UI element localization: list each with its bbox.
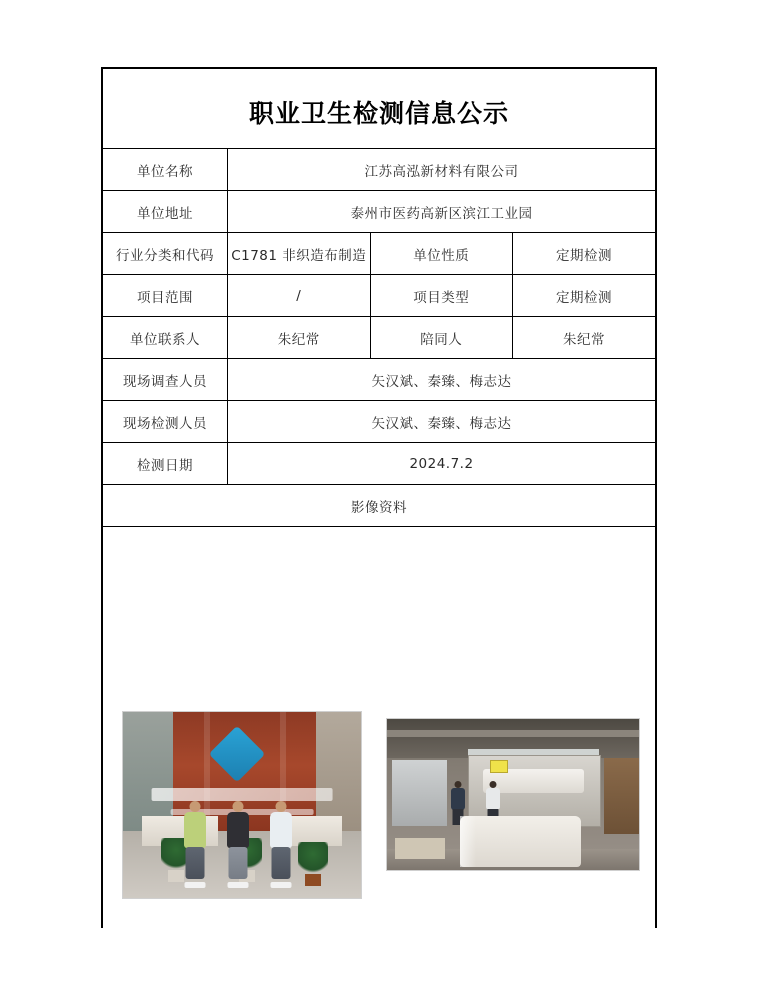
table-row <box>103 359 655 401</box>
media-area <box>103 527 655 939</box>
lobby-photo <box>122 711 362 899</box>
person-legs <box>186 847 205 879</box>
info-table <box>103 148 655 527</box>
person-head <box>275 801 286 812</box>
person-head <box>190 801 201 812</box>
row-label-escort: 陪同人 <box>370 317 513 359</box>
row-value-industry-code: C1781 非织造布制造 <box>228 233 371 275</box>
row-value-contact: 朱纪常 <box>228 317 371 359</box>
media-section-header: 影像资料 <box>103 485 655 527</box>
row-label-industry-code: 行业分类和代码 <box>103 233 228 275</box>
factory-carton-box <box>395 838 445 859</box>
worker-body <box>486 788 500 810</box>
row-value-test-staff: 矢汉斌、秦臻、梅志达 <box>228 401 656 443</box>
row-label-survey-staff: 现场调查人员 <box>103 359 228 401</box>
row-label-unit-name: 单位名称 <box>103 149 228 191</box>
person-legs <box>228 847 247 879</box>
table-row <box>103 149 655 191</box>
table-row <box>103 317 655 359</box>
row-value-project-scope: / <box>228 275 371 317</box>
document-frame <box>101 67 657 928</box>
worker-body <box>451 788 465 810</box>
row-label-test-date: 检测日期 <box>103 443 228 485</box>
person-legs <box>271 847 290 879</box>
factory-photo <box>386 718 640 871</box>
warning-sign-icon <box>490 760 508 773</box>
factory-photo-content <box>387 719 639 870</box>
person-torso <box>270 812 292 848</box>
plant-icon <box>298 842 328 876</box>
table-row <box>103 443 655 485</box>
person-shoes <box>185 882 206 888</box>
company-name-plaque <box>152 788 333 801</box>
person-torso <box>227 812 249 848</box>
row-value-survey-staff: 矢汉斌、秦臻、梅志达 <box>228 359 656 401</box>
row-label-contact: 单位联系人 <box>103 317 228 359</box>
table-row <box>103 275 655 317</box>
row-label-test-staff: 现场检测人员 <box>103 401 228 443</box>
table-row <box>103 233 655 275</box>
row-label-project-type: 项目类型 <box>370 275 513 317</box>
row-value-project-type: 定期检测 <box>513 275 656 317</box>
page-title: 职业卫生检测信息公示 <box>248 99 509 128</box>
lobby-photo-content <box>123 712 361 898</box>
worker-head <box>455 781 462 788</box>
row-label-unit-address: 单位地址 <box>103 191 228 233</box>
row-value-unit-address: 泰州市医药高新区滨江工业园 <box>228 191 656 233</box>
person-figure <box>223 801 253 885</box>
table-row <box>103 401 655 443</box>
row-value-unit-name: 江苏高泓新材料有限公司 <box>228 149 656 191</box>
row-label-unit-nature: 单位性质 <box>370 233 513 275</box>
person-torso <box>184 812 206 848</box>
row-label-project-scope: 项目范围 <box>103 275 228 317</box>
factory-fabric-roll <box>460 816 581 867</box>
factory-control-cabinet <box>392 760 447 826</box>
factory-duct <box>387 730 639 737</box>
person-figure <box>180 801 210 885</box>
person-shoes <box>270 882 291 888</box>
person-figure <box>266 801 296 885</box>
table-row <box>103 485 655 527</box>
factory-shelf-rack <box>604 758 639 834</box>
row-value-test-date: 2024.7.2 <box>228 443 656 485</box>
person-head <box>232 801 243 812</box>
row-value-unit-nature: 定期检测 <box>513 233 656 275</box>
worker-head <box>490 781 497 788</box>
person-shoes <box>227 882 248 888</box>
row-value-escort: 朱纪常 <box>513 317 656 359</box>
table-row <box>103 191 655 233</box>
